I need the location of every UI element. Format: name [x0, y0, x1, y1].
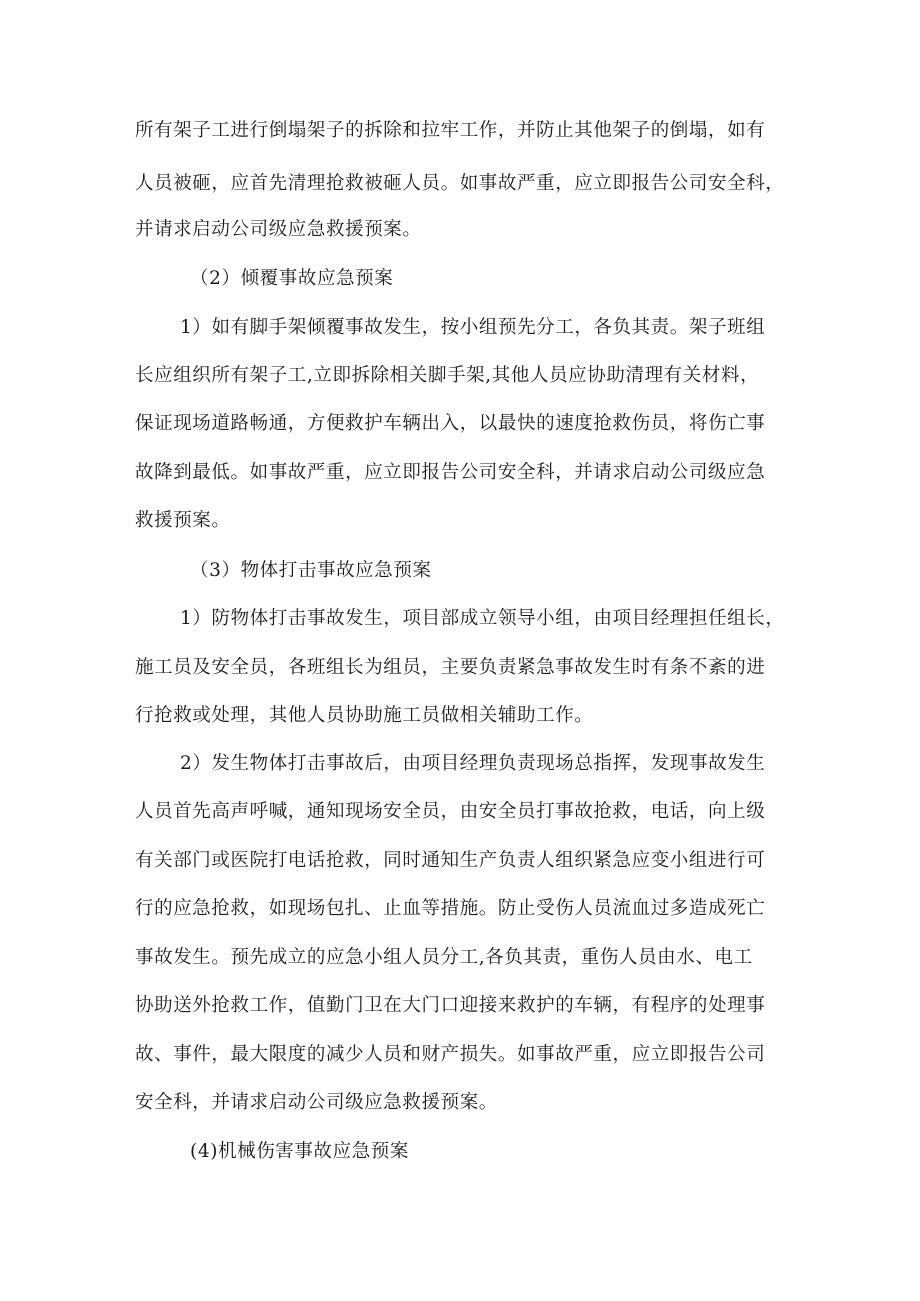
paragraph-line: 行抢救或处理，其他人员协助施工员做相关辅助工作。 [135, 705, 594, 726]
paragraph-line: 有关部门或医院打电话抢救，同时通知生产负责人组织紧急应变小组进行可 [135, 850, 766, 871]
paragraph-line: 行的应急抢救，如现场包扎、止血等措施。防止受伤人员流血过多造成死亡 [135, 898, 766, 919]
paragraph-line: 协助送外抢救工作，值勤门卫在大门口迎接来救护的车辆，有程序的处理事 [135, 995, 766, 1016]
section-heading: （3）物体打击事故应急预案 [190, 560, 432, 581]
paragraph-line: 故降到最低。如事故严重，应立即报告公司安全科，并请求启动公司级应急 [135, 462, 766, 483]
paragraph-line: 所有架子工进行倒塌架子的拆除和拉牢工作，并防止其他架子的倒塌，如有 [135, 120, 766, 141]
paragraph-line: 1）防物体打击事故发生，项目部成立领导小组，由项目经理担任组长， [180, 608, 785, 629]
paragraph-line: 1）如有脚手架倾覆事故发生，按小组预先分工，各负其责。架子班组 [180, 317, 766, 338]
paragraph-line: 2）发生物体打击事故后，由项目经理负责现场总指挥，发现事故发生 [180, 753, 766, 774]
paragraph-line: 保证现场道路畅通，方便救护车辆出入，以最快的速度抢救伤员，将伤亡事 [135, 413, 766, 434]
paragraph-line: 事故发生。预先成立的应急小组人员分工,各负其责，重伤人员由水、电工 [135, 947, 753, 968]
paragraph-line: 救援预案。 [135, 510, 231, 531]
paragraph-line: 人员首先高声呼喊，通知现场安全员，由安全员打事故抢救，电话，向上级 [135, 801, 766, 822]
paragraph-line: 人员被砸，应首先清理抢救被砸人员。如事故严重，应立即报告公司安全科， [135, 173, 785, 194]
paragraph-line: 并请求启动公司级应急救援预案。 [135, 219, 422, 240]
section-heading: (4)机械伤害事故应急预案 [190, 1141, 410, 1162]
section-heading: （2）倾覆事故应急预案 [190, 268, 394, 289]
paragraph-line: 故、事件，最大限度的减少人员和财产损失。如事故严重，应立即报告公司 [135, 1044, 766, 1065]
paragraph-line: 安全科，并请求启动公司级应急救援预案。 [135, 1092, 498, 1113]
paragraph-line: 长应组织所有架子工,立即拆除相关脚手架,其他人员应协助清理有关材料， [135, 365, 760, 386]
paragraph-line: 施工员及安全员，各班组长为组员，主要负责紧急事故发生时有条不紊的进 [135, 657, 766, 678]
